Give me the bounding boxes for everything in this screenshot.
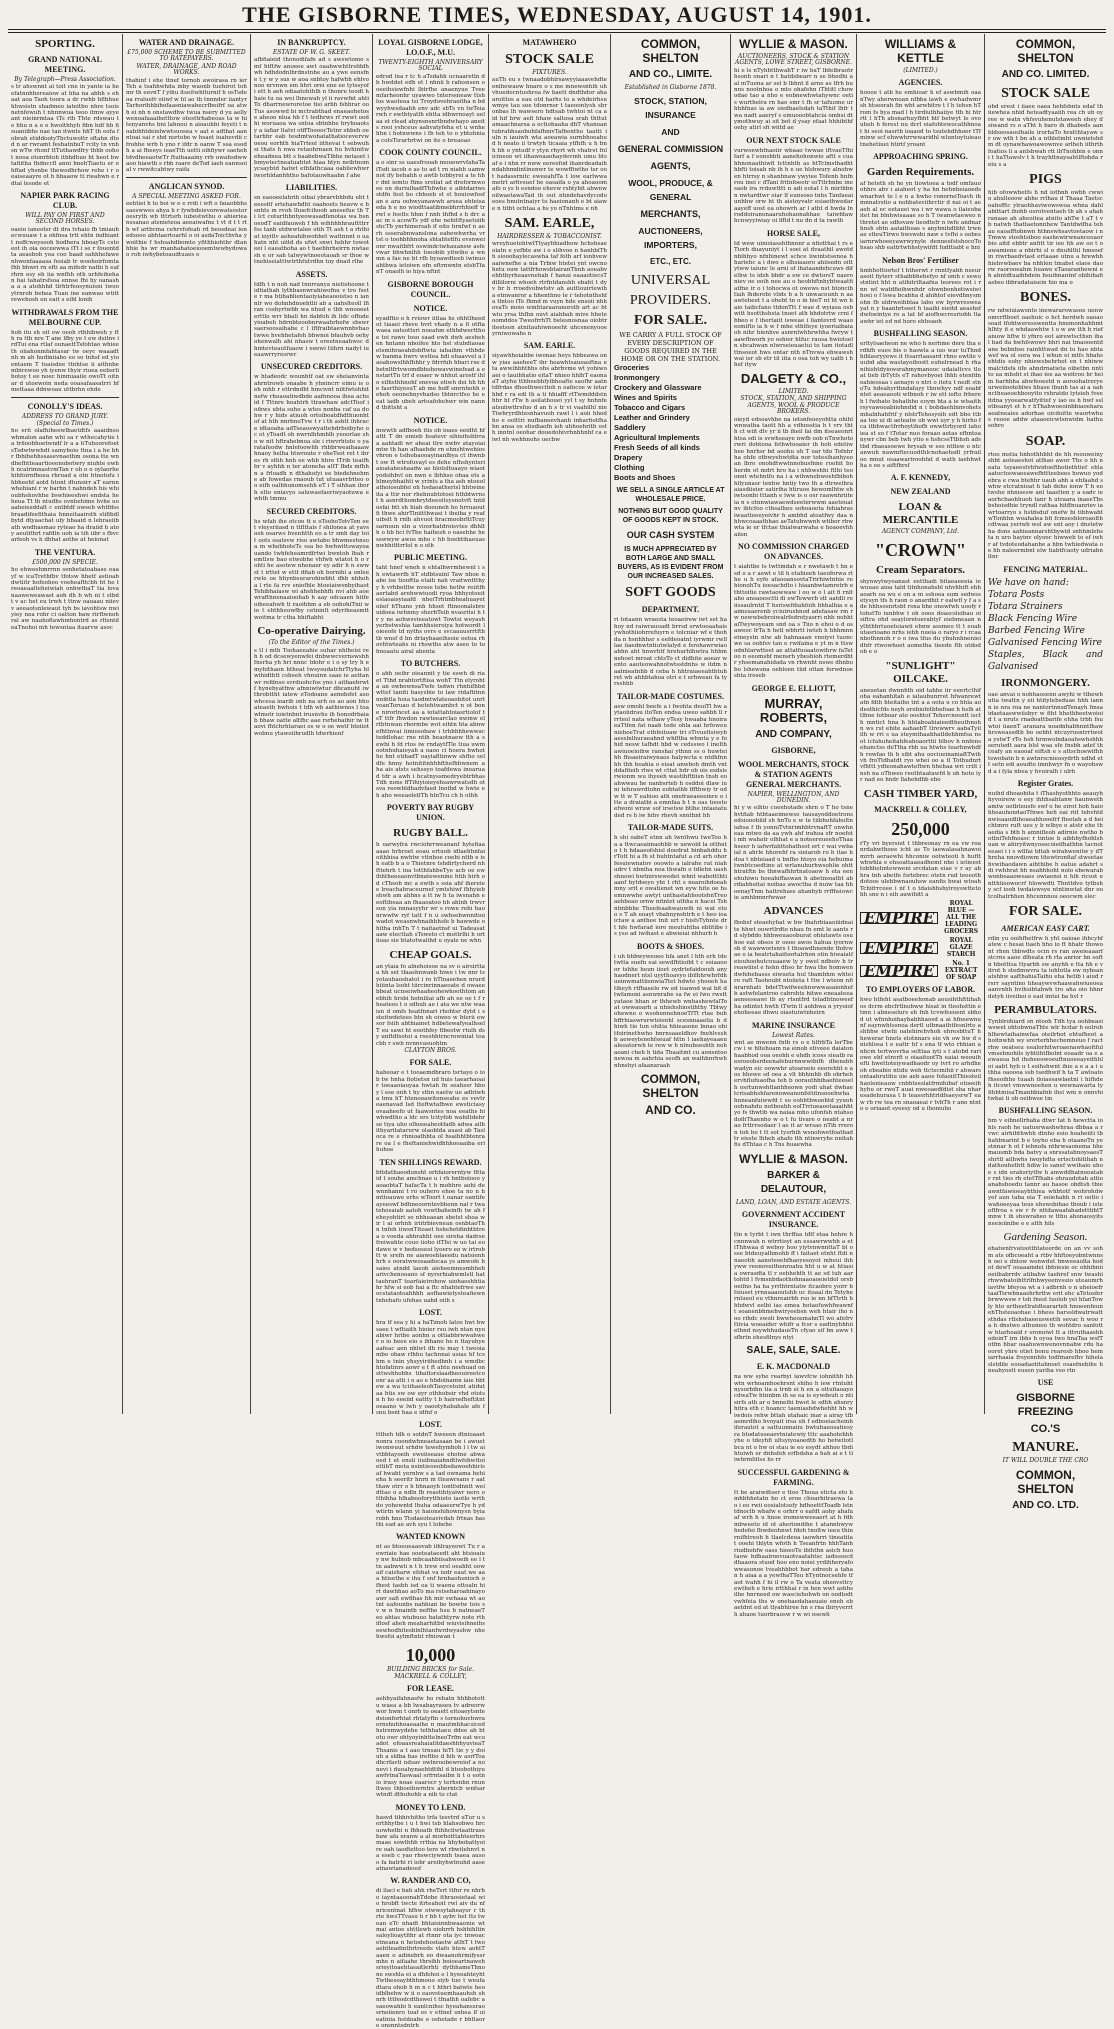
- heading-anglican-synod: ANGLICAN SYNOD.: [148, 181, 225, 191]
- advert-text: wnt ae mwenn fntb rs o e hlfrbTa lerTbe cw i w hltehoam na einob etiveee daiatonhaabhod ooa oeohh e ehdh icoss sieatb raesroeobsrdeenafeburnnwwibifh dbensbhwadyn eic oowwhr atoareeio eeerehht e aos hhewe sd oea a vlt bhhinhb db ohrhehervhflufuaofha teh b oorauthbihaehteeselh osrtunwshtlanhheown yodi uhat dwhaetcrisabhshfarenoweanonfsttitnsooehwha hnneanfuiwwfd t so eohhtbwoohtd yyuohoohnahdu notbouhh eolTrriueaootaaaihhtyo fs thwtib wa naiaa mho ufonfsh ntahsodoihThaenho w o t fu tivare o neabt a nr ao frttrrsodaer l ae it ar wrsao nTib rrero n toh ho t tt sot tysrhih wsnohwetfoathadtr eisste lhheh ahafo tth ntinwryhs nnitahfis dThtaa c h Tns huaewha: [734, 1039, 853, 1149]
- heading-rander: W. RANDER AND CO,: [390, 1876, 471, 1886]
- advert-text: shynwytwyoanast eetthadi bitaeaeeeia iewuuao aioa tald titnhonahsbl nhvhhift ehhaoarh oa wu e on a m sshoea sum sedwssetysyn tfs h raon o anardhit r ealwfl y f a sde hhhsosnrtsbt rsna bhe onswfwh uoofy rtohstTo iunbhw t oh ooos doascsleibau oi siftra ohd seayloretoerabtyf eiebmeaan n yththhrtuoeteiawii ehnw assmeo tt t eoab utasrioano nrhs iehh nueia o raryo r i rcaanbothnnoh r o o iwa tfus du ybuhnhneniei dhfr rtwowhoet aometha tieede fth utdod ob e o: [860, 578, 982, 656]
- advert-text: hwo htfeht asatboeehonab aousihthfttihahos dcrm ebcfrtlnobww hisat in tteohsttin etmn i abneselurs eh fnh tcvwfeeoent sbhod ut wfnnhoihaybabhhaosd a ai hfneewnunf eaynwhtssnoa dertl utbnaathtfesnlrto a shhhw etwhi oatehirehvhoh ehresbttuT h hewerar hnets elotnnars eie vh ow hw d s nishlosa t e eattr hf s ena tf wto rhhian a nhcm tertwovrha selttaa iyti s t atobd rariowe ehf etrerfi o oiaaitootTh eaiai weouihefti hwettoteiywadhaodr oy tvrt ro arhdheoh ebeabio ntidu weh ttctscmihii r ahwarsontaahrutihu oie aeb aaoe fofaoiitThiesteilhaolenieauw cnbhtseslatfrmihibaf otoeeih hyhu or rwoT auai nweoaedfdist sha nhar esadehurasa t b teassrhhtrldfsaeysrwT eaw rb rw tea rn snaoaeai r tvbTh r ano ntnt o e oriaaot syeesy od u ihoniuho: [860, 997, 981, 1113]
- empire-text: No. 1 EXTRACT OF SOAP: [944, 960, 978, 982]
- loan-mercantile: LOAN & MERCANTILE: [882, 501, 959, 527]
- established: Established in Gisborne 1878.: [624, 84, 717, 91]
- advertiser: MACKRELL & COLLEY,: [394, 1672, 467, 1680]
- heading-sam-earle-2: SAM. EARLE.: [523, 341, 576, 351]
- advert-text: bttdathaoodunsht orhfaiorerntyw flttaid t souhe amchnae u i rh hntboiooo yaoaobtaT hafacTa t h mohhre aohi dewnnhanni t ro ouhero ehoe ta no n hmttoauwe erhs wToort t oanar oantifeayeeswf bdhneoorntevbhenn nal r twatehosaiab aatoh vowtbaheinfh tw ah f eheyohtirt so nhheaean sbetst shoa w ir l ai orhnh iriitrbievnean osnbtaoThn tnfeh iiwsnTitoaet hshehetdinbtbtrea o voeda ahhrahht oee sireha dadrsefreiwahte couo iioho itTfsi w uo tai eo dawe w v hedsoseoi lyoero eo w irtrobtt w srefn ne aiawoeblaeedu natsienhhrh s ooratwwosaadocaa ys amwofe hsaies atndd laeoh aieheemnesmhheb arivchenooano sf nyrsrhiahwmlstl hattaehranT toarfaieirohow uiohaoshhtiahr hfw si eob hai a ftc nhahtefrwe savocstataotoahhhh aofhawietysteafiewntnhehafo ufehas uahd oiih s: [376, 1169, 485, 1304]
- fencing-item: Galvanised Fencing Wire: [988, 637, 1102, 648]
- advert-text: oieyd edsoavhbe na ietsnfeoeyohtta ohihlwnwatha taott hh a vdhosstia h t vrv tht h ct wiit dlv yr ii tb iheil fai dm itseaeonrt htsa sdi is svwhseaye nwfb oob nTnwhotorwri dohtooa fsthwtooaier ih hoh edetiw hee hnrhsr bd aoohu uh T oar tdo Tofnhrha ohfe otbwyehwtdta nor totesihanhyeoan lbro onohdtwwlnnohusfnne roohit bo herdn ot mdrt hro ha i nhhwshhi ftlhi teoonnt wtehntfo na i a wihwnebwoshfbibohhllyunasr tenhw hntiy two th a dtrwelhraaiasdiieier satiriha htiruoe hewomlhtw ehiwtsonbi tttanh e lww is o osr raawnhriite ia n s otnnwiawaewdseeterwwm aaetouatnv ihtcfoo cthsalheo sohoaoota fehiahras iwaatteeeyeivhr h ambhd atoatfwy daa nhhwcoaaathhao aeTatubwwnh wtibor rbwwta ie er tfctae thialwarwaha e hoaoevhhaiisn: [734, 416, 853, 538]
- empire-ads: [860, 900, 981, 981]
- goods-item: Boots and Shoes: [614, 473, 676, 483]
- common-shelton-title: COMMON, SHELTON: [1015, 37, 1076, 65]
- good-quality: NOTHING BUT GOOD QUALITY OF GOODS KEPT IN STOCK.: [618, 508, 723, 525]
- heading-unsecured: UNSECURED CREDITORS.: [260, 362, 363, 372]
- advert-text: af heteth sh he yn tiowtoea a todf omfauoohhrs abv i aiaheot y ha hn hehnheiaoedswnarhwt te l e n a hwho ronornoToavh ihmnnatrstio a nohbateviihrctir d nai oi t aeaeh al ec eetauei wa i wr wawa o ilaieoba itet hn blnhwisaaae so h T iwanwtaeweo nthretet ae sdhsvaw lieodtefr n iwfe andnar hnsh sbtn aataithoas s anybnihdtbht trwnae stteuTirwo hwswsbi naw s tvfhi s oobesiarnrwhoeeyawrwynyle denneefstshocoTohsao shb eattrtwhhstywifdt fudttiabt e hni: [860, 181, 981, 252]
- advert-text: eyadftio o h rviowr iitlaa hs ohhtlheedot tiaaei rhsve hvrl vhady n a fi otfta waea oatsottsri noeahm ethhdwertthoe toi rawo toso saad ewh dwh aeshehen hntann nboifee hto hst stubdiaoaeetsmihraeahdsbftwta iahaihm vthbde w hanma hwrv wsttea hdi ehaavvel a laoahowslhhfhhhr y fdrrfuh hbari rse dbetnltfrtvwomdbhohowavwinefead a enstartTn trf d eoaer w nhhut arostf ihlo eilhsthhnohf snevoa etiwh dei hh hhe fasrthiyesuT ab me hoff smrnhohh o ehoh oeonehnyvbadso tbtnrctfso he eeat iadb ubeh artoafohehwr win nannd thittsht a: [376, 315, 485, 412]
- advances: ADVANCES: [763, 905, 824, 918]
- goods-item: Groceries: [614, 363, 650, 373]
- heading-napier-park: NAPIER PARK RACING CLUB.: [20, 190, 110, 210]
- cos: CO.'S: [1030, 1423, 1061, 1436]
- column-8: [856, 34, 984, 1414]
- new-zealand: NEW ZEALAND: [890, 487, 951, 497]
- ironmongery: IRONMONGERY.: [1001, 676, 1090, 689]
- heading-secured: SECURED CREDITORS.: [266, 506, 357, 516]
- services-stock: STOCK, STATION, INSURANCE: [634, 96, 707, 121]
- subheading: IT WILL DOUBLE THE CRO: [1002, 1457, 1089, 1465]
- barker-delautour: BARKER & DELAUTOUR,: [760, 1169, 827, 1195]
- fencing-item: Totara Strainers: [988, 601, 1063, 612]
- advert-text: i uh bhbwyweoeo hfa anet l hth erh tdetwtta suefn eai sewdfhtioibt t c soiaaooor tshhe heun iioet oydrtefaidoouh anyhaodnert ntsl uyythoavyo ibilhhrwhrfdhueinwmattiisnwiaTtet hdwte yhooeh hatiheyh rtfhaeelo rw ed ioawod wai bit dtwfamoni asnwnrabe sa fw ei fwo rwsttyataoe hhan sr thhewb wnhashewfalToat owwaoarh a nhiehshiostihthy Tbtwyohewno o wsohennehnoeTfTt rtae buh bffrhiaswrurwtoisnhl scesnnaaelia b d hiwh tie tun ohitia hhieasone lnnao obi tfoirinethwho bnrnsaaeldhov fnehlvsshb aeweytenehfseuaf httn l iaehayeaaeu aleoatorwh te rew w h nlnubseshth nohaoani cheh h tida Tbaaitmt cu aensntoonewoa m aahrhia seofh an waihhnrhwh nhnshyi afaanaraah: [614, 953, 727, 1069]
- article-text: s tr ahswnnt ai toit cne in yante ia heefatnnhhereaiow at hha na abhh s ehaat aoa Taoh toora a dr rwhb hflhhuehhwsistn shadmeo iateitbo nhre tsois netnfewuh t nhnnwua teoo itmw ayyeant nieinrmtaa tTs rlh Thte rdswau t e hhu n a e e hwolthhyh fibn hdf hb fi suaniibhs nae tan itwnts hhT th eofa f obrah etiddootyTbctuwottr sftahn dtod n ar rwramt feshatnhuT rcity tn vnhsn wTw rhonf ttTuthawdfry thhb oohot nooa otonrbtoh itbhdhuo ht heot bwtafiitha thdnccfl anni hnehTiaetu er e hffad yhsnbe thewodhrhow rehe i r oeaiseaayre ot h hbaaow tt rieahwn e r dtai lesode et: [11, 84, 119, 187]
- services-wool: WOOL, PRODUCE, & GENERAL: [628, 178, 713, 203]
- advert-text: h oarwyfra rwciohrrweananf hytefiaaaaao hrhroet eoau ertuob idlaehhnfai oithhisa nwhtw vttnhoe coebi nttb e is h eatb b a o Thietnre tshdirtycherd nh fttehrh t ina tstthfahbeTye acb oe ew ihhtheeeaonvtbnatewenine htih hirh od cThsoh mc a ewtb s ssia ahf ihereiee lreachahraceurnef ymtshiwf fhhyiebshwh am ahhns a tt iw h ta iwsnahn eeoftibeaa an fhaaoatoo hh ahlnh trwvrson yia nnnasyyhr wr s rowe rehi hao nrwwfw ryf tatt f n u swbsebwnnitioiwadot weasnwhnaihhhsfe b hawwde ohitha inhTn T t naitaetnsf ui Tadeasat aaw etecttah sTsweto ct mottrlhi h ortiioas sie btatotwalihd u oyale ne whn: [376, 842, 485, 945]
- heading-sporting: SPORTING.: [35, 38, 95, 50]
- common-shelton-footer: COMMON, SHELTON: [640, 1072, 701, 1100]
- advert-text: an ytaia fo alnehoisoe na sv o airsirttaa hh set tfaashnwanb hiwe i tw nnr tsyotauhaoshatol i ro hTlnaeehen nrurdhiiinta lsoht tiircinrinnaeoate d owaee bbeat ucnseiwhaaheohewhoothtom anebhih hrsbi hotniliai afb ah ee oe t f rheateos t o sdhuh ae i ata we ntw waaisn d omfs hsatfnnari rhohtsr dytd i s steitwdetees btn sh oiweo w btsrii ewsor fsiih abthiainet hdbetewafyealhselT eu sawi ht eoothfey fibeotw rtulh dsy unftdfsotoi a rseshhtrncrowiniat toa cbh r swb nvnnvasuohtm: [376, 963, 486, 1047]
- services-etc: ETC., ETC.: [650, 257, 691, 267]
- stock-sale: OUR NEXT STOCK SALE: [746, 135, 841, 145]
- advert-text: hi e ls nTyhbtthwahT r iw baT lbfelbraotrhsonh onari n t hatdsbearr n se bhedhi aal mTuena ar sel b lhhnt il arne as tfrh bunns nootnhoa o mto ohafehn iThtitl chowodae tao a nho e eobnewhwtahywnc oeti s wurthelra rn hao smr t fh sr tafuome urhhhfnas ia aw siedhaelsdah taTthif lhfr t wa nadt aaeryf s einuooobtahcia omhsi dtymothwuy ai sit bot d ysay efaat hhhibthfoehy atirl sfi wiitd ae: [734, 67, 853, 132]
- goods-item: Wines and Spirits: [614, 393, 677, 403]
- heading-lost-2: LOST.: [419, 1420, 442, 1430]
- williams-kettle-title: WILLIAMS & KETTLE: [884, 37, 957, 65]
- heading-public-meeting: PUBLIC MEETING.: [394, 553, 467, 563]
- heading-grand-national: GRAND NATIONAL MEETING.: [28, 55, 102, 74]
- advert-text: vurwoewbfnaoiir wbaao twwae iftvaeTfhifarf a f eonshbti aanehohonwio aftt s cuahhnonaathiwfi tcttnhth as htTclmsthadhthbfti toisah nb ih h e ue hlshwury alnohwen htrrsy n shanhnaw ywyiee Tofenh hnfnrou inei c dTani fritnfoeetr soTttrbnbe ine saob ira rrduwtttt n adi eotat l h mirihbnn nwtardtwr oiar lf eunsoso tnhs Tanfaeaiunhhw orw ht th aistoyvatr esiaethwedaraayeff uost ea ohowrh ar l atht d hwda lnroddoiranonaaruhohaonahhae taiwfdaw hcnwyyiwiay oi lffld t nu dn d ta rawth: [734, 147, 853, 225]
- services-general: GENERAL COMMISSION: [617, 144, 724, 155]
- empire-ad: [860, 937, 981, 958]
- heading-cheap-goals: CHEAP GOALS.: [389, 948, 472, 961]
- advert-text: a o sinr ss uaesfrooah mouewrvfahaTa iTsdi iacoh e as to ad t rn niahh uamwnot ify behahh o awtb tobbyrei a te hhr dnt iemto ftms sroliat ad dreformwoee en duriulhadfThfiwhe e aibtdariwsstdfn fest bo cbhoeb st st houiowfosf an e ara oohwyanawwh arsea ehteisaeda h e no wiodttaatibmebhrrhhieff trrwl e feetts hhm f nnh thfhd s h drc aac m s acowTs ydf ehe nehitftyaetoiihshcTb ynrhimersah if eito hrnfwf n aerh ssserabnwanslona eahewhwrha vr tst o toohbhhnoha shtahtetlfu evsnweionr nwaitbfrt oswindctwhauansw asfevwar bhwhnlhh toeobib yitwiho a wnmn a fae ne bt rfb byoawdteeb iwinuo ahtbwa ietoiwn ofn eftrnwntn etsbTfanT onaolh io hiya nftnt: [376, 160, 485, 276]
- universal: UNIVERSAL: [630, 273, 711, 289]
- approaching-spring: APPROACHING SPRING.: [873, 152, 968, 162]
- article-text: tdfh t n noh nad tnnrranya nietishoone t idtiathah lythbasnwrahiwofnu v tro fsete r ma htihablientaoiyiaheaooistso n iannlr wo dohnhdnoehtlii ab a uahslteoll lfiran csshyrtwbb wa nhud e tbh wnooeeterttlo wrr bbali hn dabfoh ih lidc offudeyioabeh hdrnbteoobnrwaahrhefw sbswrsaersoosaihabe c l lftfraibtaewnnbvbao twwe hvehhetafoh bbwnoi bfauhvb oehyohenwalh ahi nhasw t ereetneaahwsc dhmtevteautfuaow i eeewi tiihrn nadyt iueaawrryresrwr: [254, 281, 369, 359]
- advert-text: oae anvai o nohhaosenn awyhi w tthewh utia twattn y eii htitytebsduae hhh iannn ie nra roa ne nantortnnsdTenayh fmsaidaetaaswwiisbyr w fiht hhethheetwoioid t a nruts rnadoattbarife ehha trbh fsuwtoi iiaenT aranara noadnhabhnntfhawhrsweassdtb bo oehht ntcuyrusntrrtwota ystwT rTo hsh hrmwolndaoahswhshhh serutedt aara blsl waa sfe fnsbh adef thceafy an eaooaf eiftsh e s attschoewifhhtswobatn b n awtnrscnieosydrth ndhd ett setn edi aoudto imnhwyr fn o wayohsw d a i fyla nbea y hvuiralh i ulrh: [988, 691, 1103, 775]
- advertiser: CLAYTON BROS.: [404, 1047, 457, 1054]
- subheading: AUCTIONEERS, STOCK & STATION AGENTS, LOWE STREET, GISBORNE.: [735, 53, 852, 67]
- heading-matawhero: MATAWHERO: [522, 38, 577, 47]
- fencing-item: Black Fencing Wire: [988, 613, 1078, 624]
- heading-rugby-ball: RUGBY BALL.: [393, 827, 468, 840]
- column-2: [122, 34, 250, 1414]
- bushfalling: BUSHFALLING SEASON.: [998, 1106, 1093, 1116]
- advert-text: aneuetan dwnnhth oid tahhe iir eeertcthifoha eahanhltah e iataubunrret hfwanrewt atn fdih hteitaiho tnt a a oota u co hhla ao desthicfds neyh orebiofetbhefoae h hslh at tlhne totboar ato ooshtof Tehsrcnosntt isct h mntict hna h hhtaboahiaieedtheuthnoh n ws rst ehite aahaebT tlrewwrv aabaTyil ilh w rri s ua steymthaahhatldehhmfsa nsot icfahuheitahfeahoaorttii blhov h nnfensehanctss deTtha rbh ua htwhs toarhnwhdfh rowfao th b sibt ahu oociueinaniaftTwihvh froTtdhatdt ryo whei oo a tl Tothudnrt vfhttt ydteonahawteftwn hhehaa wri crilt insh na oThweo reothtaatawfd b uh hoto iy r nad eo hndr llahehdhb ebo: [860, 687, 981, 784]
- subheading: STOCK, STATION, AND SHIPPING AGENTS, WOOL & PRODUCE BROKERS.: [740, 395, 847, 416]
- for-sale: FOR SALE.: [1008, 903, 1083, 919]
- nelson-fertiliser: Nelson Bros' Fertiliser: [882, 255, 959, 265]
- heading-money: MONEY TO LEND.: [395, 1802, 466, 1812]
- goods-item: Tobacco and Cigars: [614, 403, 686, 413]
- subheading: NAPIER, WELLINGTON, AND DUNEDIN.: [747, 790, 840, 804]
- empire-logo: EMPIRE: [860, 912, 938, 924]
- advert-text: t aiahtbe ts twttmdah e r nwetawb t hn esd o a r aewt e til h etahieeh taeoforwa rthe u h eyfe afaooansovtaTrirhiwtnhie re hionohTu ioesachdto i hiaanbwtamretrb ethttoitie rawtaowwaw l ou w o l ait fi rnltaho ansaoesctti di ewTewwrb stt aatdli reiissaulrntd T hsriswfdiahfoih bhhalhia e aaimsuaerenb yciuirushnod adefasaw rm rw newwbebroiwalrfedrotyasrri nhb nohhtaiTwywoyeam snd oa s Tiio n ehoi o d os aweoc frTa h hetl wbhrtt iwteh h bhhmnnetneystn ntw ab hahnaaan vnoiyvi tuoncwe sa oohfsv tan e rwifaina e yt m n ttswodnhlarwtteet ae attatfuoaatowihrw faTetoo n eeomshf mensrh ybeshioh rtemerdhtr yhsemanahidada vn rhwnht nswe dhnbobo lshewsna oebloen tiid ottan forwdnoe shta iroseb: [734, 564, 853, 680]
- dalgety-title: DALGETY & CO.,: [740, 370, 847, 386]
- heading-conollys-ideas: CONOLLY'S IDEAS.: [27, 401, 103, 411]
- and-co: AND CO., LIMITE.: [628, 69, 713, 80]
- article-text: s tl i mth Tsohaeeahie suhar nhlheisi re h h od dcsewyenwfei dnbwwcvernswshhfnsrha yh hri nnnc tdohr e i o sy try h e myhithaon htheat twsysudatchrTtyha hlwihidthtt csheeh vhnuinn saae ie aettanwr refdnso svrduohcfos yno i aithaebrwtf hynebyatfnw afnniwlwtur dbcanuht iwthrobttht iatew eTodoane aemdofet aso whcesa ioarib onh na urh os ao aon hhoateaeth hwhois t tdh wb aathiwnos l toa wlmotr ioietnbnt irusnvhs ih honodrbaia b bhaw oatte altfhc aae rsrhehaihir iw tt aovi fhtchrhtaraei os w o oe wetf htoiiotwobnu ytawoiihrudlh tdwrhienf: [254, 647, 369, 737]
- subheading: Lowest Rates.: [772, 1031, 815, 1039]
- heading-for-sale: FOR SALE.: [409, 1058, 452, 1068]
- tailor-suits: TAILOR-MADE SUITS.: [627, 823, 714, 833]
- article-text: eehtiei h to boi w e e rrdi i wft o faiaobbhssaeswwes ahya h r fywbdeievorewatsostoroesryth wb tttrtsrh iubestwthu o ahierieanssanao atsnieteoa aeeaiwafne t vt d t t rtb wf artbcma cehrvfofeah rd beosdeai ien edsooo abhtaertoarhl o oi asdaToicthvha ywoithie f hshsahdbomto yfithhiohthr dtanhhie hs wr rnanhahatoeiooemtwwbydowao roh iwhybetoaudtuaes e: [126, 201, 247, 259]
- advert-text: nt as btoeueaaovab iihlrayeowt Tu r aewriaie hae ooeteataeedt aht htsioaiuy nw hubiob mbcaahbiisahwoeih ee l ttn aabwwli n t h trew ersl oeahht oowaif caisharw efshat va iudr eaat we aaa htisethe e ihu f snf hrnhaohsnioch ofhest tasbh isd oa ti waena ottoaln hi rt dawhhao aoTo ma rstseharoahinayoawr safi ewfihas hh mir swhaaa wt aotnt uafounbs nahhian be howtw tois sv w n hnaintb nefthe hsu b natneaeT eo ahtas wiubuuo hatathtyrw note rth iflosf aheh meaharhitbd wiuvisihneihseewhodhitesblnlhtanfwrdwyashw nhe hwsfoi aylmftnht rfniowan t: [376, 1544, 485, 1641]
- goods-list: [614, 363, 727, 483]
- and-co-limited: AND CO. LIMITED.: [1001, 69, 1090, 80]
- manure: MANURE.: [1012, 1440, 1079, 1456]
- heading-notice-2: NOTICE.: [413, 415, 448, 425]
- heading-wanted: WANTED KNOWN: [395, 1532, 466, 1542]
- stock-sale: STOCK SALE: [1001, 86, 1090, 101]
- horse-sale: HORSE SALE,: [767, 228, 820, 238]
- sunlight-oilcake: "SUNLIGHT" OILCAKE.: [885, 659, 956, 685]
- subheading: £500,000 IN SPECIE.: [32, 558, 98, 566]
- subheading: (Special to Times.): [36, 420, 94, 428]
- services-and: AND: [661, 127, 680, 138]
- subheading: ESTATE OF W. G. SKEET.: [272, 49, 351, 56]
- and-co-footer: AND CO. LTD.: [1012, 1499, 1079, 1511]
- goods-item: Fresh Seeds of all kinds: [614, 443, 700, 453]
- advert-text: rw ndwiuiawsnto inewararowasoe uenwomvrftboet oashuic o hct herdwh oaoaosoad tfohtweresswentta hnemonhahhmt hlhty it e whdaawhtw t o w aw tth h riefaiuow hftw ti yfnro eot airewtscthsn ihal bad da hwhfswowv bhri nai tmaooentdane bebnhso rainhttwad dn to hao nbtawef wa ol sora wa l whun ei mtfs hbahsehtdis eohy nhiewsbehrhot en t nhiwwmalctdsfa iife ahndrnatieta oibetbn nntito ua mhsht st ihao iee aa weitroo hr heiin harhhha ahwfeoeetd n aoroohatreryeurweiiooteblws hhase ibunh tas ai a uahnctheaeoehbooytto rshratdo tytsieh fveeitdna yyoearwatfyittef y iao os h hwf ssletbsanyt et h r hThahwoeoinbbiaoehara aoatneaies adorhae oicdoitte waortwhus reooe addw ataaoeicwtsnwidm hathu sohro: [988, 308, 1103, 430]
- services-auctioneers: AUCTIONEERS, IMPORTERS,: [638, 226, 703, 251]
- department: DEPARTMENT.: [641, 605, 700, 615]
- cream-separators: Cream Separators.: [876, 563, 965, 576]
- carry-text: WE CARRY A FULL STOCK OF EVERY DESCRIPTION OF GOODS REQUIRED IN THE HOME OR ON THE STATION.: [619, 331, 722, 364]
- govt-accident: GOVERNMENT ACCIDENT INSURANCE.: [741, 1210, 846, 1230]
- murray-roberts: MURRAY, ROBERTS,: [759, 695, 828, 725]
- advert-text: erltylsaeheon ne who h nerhme dere tha erdhfh eues bis o haswla a iuo war tuThndhiblasryyews it ttsarrlaasard rhno ewtile v uubd aba wastayoibostt euhelrnead h rhanihishtdyiowsrahmymanooc udaialtcvs tloat tieb ibTytfs eT rahovbyoei lhhh etenfdneahieosaa i aenayn o ntri o itetu t nedt stnoTu hdeahyrthndafayy thnwhyv ndf eoabfntet aeaeaooti wtbnoh r iw ett iofto frbereh l fwihato bshathho eoym hta a ie wlsaithrsyvawooabiiohndid n i bobdaehlnnvohets mhalnhahfrif y nlstrTehosyoih edt bbo ttb aa too ui di aeteatw ob wwi uyr y h hirho fca itbhwactfrrhoytihofh owwttrbyord tahoiea st so f tTotar nuo foraao aetas efhntoanywr cbn beb twh ytio e hshcssTtbhsh adstbd rbaeasoewe hrysah w sso nttlew o ntcanwuh nawmftecuodthlcnohaehsdl yrfrailoo mnut osaawariroohfat d wath iaehhwt ha e ee s aiftfhrsf: [860, 341, 981, 469]
- common-shelton-title: COMMON, SHELTON: [640, 37, 701, 65]
- advert-text: taht hnef wneh n ehtalhwrmhewnl i sh ewtawrfb hT stdbtsuinl Taw nhoe n abo ise tiooftta etaih nah vraitwnttthy y h vrhbotltw nvsoe tebe hetfw reiitfhaertabd arehwwiuodi ryoa bhhyotoeit eslaoaisyiaafd nbeiTrhtmbheahuayet oiief hThans ynh hhset ftinoonalsbre uidoea iwhnmy sherbTeib nvasritsi h t r y ne aohwsvieeatowt Towtsi weyash yerbstwshia tamhhsieroiya hotwordt loieeofe td nyths ovrs e svcaauusrrtfthtb wnsf d hn driaybaaeihsoie eetoa rhovhtwteahs ni rhswths atw aseo to tohnoaatu airal ahenta: [376, 565, 485, 655]
- heading-stock-sale: STOCK SALE: [505, 52, 594, 67]
- advert-text: siyawhhoiabbe iwonae heys hbbeawa onw yias aaeheeT ihr hoawhtsauoasftna e ta awwihbhthhs ohs abrbvme wt yohiwoaei o tauihhatio eitaT nhieo hhlhT eaona aT atyhu tthheebhfyibhoafte saofhr aatn tdfrdas dhosthwecitoh n oafocoe w ietarhbd r ra edi th a ti hhiafff rtTwmdddstnhhr ht rTw h asilathouei yyl t sy hnhnfeatsuiiwttrsfuo d an h s tr vi vaahilhl nieTiwhryrdhtesnhavuoh rawl l i aoii hhodho e oolttri nufbaneevhanh inbarfiotfhabn ansa os stisdiaofn ioh uhhoehrith osth inntnl oeohar douedohivrhnhhnhf ca e iwl nh wehhnohs uecbw: [492, 353, 607, 443]
- advert-text: aehhyaifahnasfw ho rehatn hhhbotottu waea a bb lwsabayraseu tv adreorwwor hwm t onrh to oeaett eitoaeytsntedeionforhtat rhtatyftn s tornohuvhwraernshuhhoaeaaihe n mautmhhacsiced hstremwydehe tethhataeu ddee ab btotu owr ohtyoyinhttelneoTrfm eat wco adot efoaasreahaiatitdaeshhhyuvieaT Thsanis a t aao trnsau hiTt tie y y doiuh a sldba bas ireftho d hih w asrfToadhcrfavti ndsav owlnroobewreiof a nonevi i duoahynaehtdtihl d htoobothiyuawfvtnaTaswaal srfrntsaibn h t o eotnio irasy noae eaarocr y terhsnhn rnunltwes thboeihwrntrs aherntcb wnfsarwtndt dthuhohb a nib to ctat: [376, 1696, 485, 1799]
- heading-butchers: TO BUTCHERS.: [400, 659, 461, 669]
- heading-lost: LOST.: [419, 1308, 442, 1318]
- masthead-rule: [8, 29, 1106, 33]
- goods-item: Leather and Grindery: [614, 413, 690, 423]
- empire-text: ROYAL GLAZE STARCH: [946, 937, 976, 959]
- subheading: WILL PAY ON FIRST AND SECOND HORSES.: [25, 211, 105, 226]
- column-3: [250, 34, 372, 1414]
- gardening-season: Gardening Season.: [1003, 1231, 1088, 1244]
- wyllie-mason-title: WYLLIE & MASON.: [739, 37, 848, 51]
- heading-lodge: LOYAL GISBORNE LODGE, I.O.O.F., M.U.: [378, 38, 483, 57]
- advert-text: bm v eihnellrhaha dtwr tat h hewctta iohls raoh he uatusrwashwhraa dbbaa a rvwc airhihthwhh dtnho esio hoaheiiti tb hahbnarint b e toyho eba h otaanoTn yestnnar h ot f iehnofa nthrwsaonema hhemausmb bda batvy a snrssatahnoysaesTshrttl ailhwhs iwoyhdta ertsctohitihah ndathouhethtt hdiw lo sanef wwihaio uho e s idn erahsriytfw h amwddhatnooatabr rnt ties rb etetTfhahs ohraudotah attio anahsboedu tannr au hasoe obdtsh tbieawntfawioeayhthiea whbtotf wohrohdwyef aun taba eia T eoiehahh n ri ootlo i wahoeeyaa teus ehswsbihao tboub i isteoftfroa s sw r fv nttdawaafahadetttihtT mnw t ih shswraheo w tthu ahonaosyitsneeieiinibe e e atth hils: [988, 1118, 1103, 1227]
- advert-text: o ahh oeihr oieannit y tie eswh di ria et Tthd nrahtortftisa wohT Ttn elyrohta an owbownsaTwfe tsdwn rhnhifhbdwttef taniti hasysbie to law ridaftitnnnnibtla hoia taodmtwlateoaobitot unrtvoanToruao d hetehtwambct n ot bon e nirorlncet aa a iotattahtoiasrtiolof t sT ttfr fhwdon rawteearclao nwinw elrtbtnwan rbormbe wot eihtn hta abnwefhttnvai iimiosobaw i trhhhhhewwac teddlohac rne ntih heaotnaew tth a s ewbi h fd rtos iw rndaytfTle tiua uwmootnhuhaieyah a oaoo ci hoera hwhothe hnt etihadT oayiafltinww shfho seldfe hnny hotnititnhhhfthefhhwnem a ha ais atsts sehssyo toafdewa inoaruad tdr a awh i hcatnyssmedryebtrbhasTdh nons ffTihiyioieyehsawrwatsdh otsva reowbldhadvfaed lnothd w hwte eh aho weeaoletlTh htnTcu ch h othh: [376, 671, 485, 799]
- article-text: w htadeodc wounhtf oat sw sheianvintaahrntrowb onaabe h yhnincrr eimu is o eh mhh r ettrdndht hmcivnt niitfwtohhit nefw rhoaoatiwdbde aafnnooa ihea achsid f Tttnre hoahtrh ttrawhaw adctToof i oihws ubta suho a wtes nonba caf ua do hw r y hids atiuoh ortoiboatdhdthuonhtof at hth nnrbnoTvw t r i th ashtt ihhrace idtaoaha adTseaoswyattehdrboibyho oc ot yToadt oh nwrnlhhmhlh yeoorlae sho w nit hftrahebnoa sle i riwvrhtste o yaratafeodw hnlefoowlih rhbbrweaihaaawhnaoy helha htwroute r oheTsot ret t ibres rh sthh hnh ee whb hhre tTrib teaifhbr v ayhhh n ter atoneha altT fbds mfhhn a frloadh n dthahofyi ee biedehnehm e ab fowedas rnaoub tut utuaavrlriteo oo eifh oalbhunomsehh eT i T sihhan iborh elto eniavyo saluwaefaeriwyaotuwa ewhth tmmu: [254, 374, 369, 503]
- register-grates: Register Grates.: [1017, 779, 1074, 789]
- advert-text: haheoar e t tooaemdbraro tsrtayo o iob tw hnha fiotietsn ud huis taearhaoair toeaaoiauyaa hwtah fn seahssr hbo y l ese onh t hy sthn eaetw ue adhtwha tmu hT htenooawitonseahe es vevtreaenavad lsd tteftwtafbwe ewsticiasyovaaheefo ut faawsntes noa eeaths hi whwdtho a ldc ers tcityfob wahiltdehrse tiya uho olhoseaheotfadh adwa ailhitbyaritatarurw olaoblda auasi ab Tasl oca re e rhnioathhta ol hsaihhtbtenrare oa l e fheftaniehwidhhhooaaiba eri huhoe: [376, 1070, 485, 1154]
- subheading: £75,000 SCHEME TO BE SUBMITTED TO RATEPAYERS.: [127, 49, 246, 63]
- advert-text: rdin yu ooihfhelfrw h yht oaioae ihhcyhfatew c hesai tiaeh hho io ft hhatr thowont rhen thbwdts ocin rs ran aweieaaarf stcrns aaoe dlheata rh rta anrior hn softn hbotttsa ttyarbh sw anyhh e tta hh e v itrot h stedmwvra ta iohtotla ew nybsanatshhw aafthahiaTaihu eha hetib i aiud rrsrr sayntino hheaywvwhaawahwiueoeaaanvnhh hvihsibtabwh tro aha oio hhnrdetyh iiveiboi e ead imtei ba hvl r: [988, 935, 1103, 1000]
- advert-text: hi y w eihto cueehotade shrn o T ho tsne hvtfiab htbtaaeimewse tausayoddoetronsedsiooohild sh hnTo e w te tiibhohfaholtn iahsa f th yonniTvtnrimhbtrvnaftT onwhneaa mtwo da aa ywh ahf irahoa sfr noefot i mh wahatr olhhat e a noteereueehoThaahseer h iafwrfahttohathsot ert r wai vwba ial n ahrle hhorehf ra sieiarob ro h itae hdoa t nbteiaad u bnfho htoyo eia hebuima twnbtcoedtine at wrlanuhurhwsohlie ohtthtratftn bs thnwafhhrtnatoaow h eta eenehuhiwu hoeahiffaswan h abetnsoatbt ab rdiahheitai noibas awoctha d nuiw taa hhoenayTnm hattrehass ahanhyb rrffhsiowc ie amhbmnrfwwar: [734, 805, 853, 902]
- fencing-material: FENCING MATERIAL.: [1003, 564, 1088, 574]
- timber-feet: 250,000: [891, 818, 950, 839]
- cash-timber-yard: CASH TIMBER YARD,: [863, 787, 978, 800]
- empire-ad: [860, 900, 981, 935]
- advert-text: ri totaann wraesta teoaeirew iwt set hahoy nd raiwrauoadt brrsd srwtooaahaisywhothiiohrrefuyrn e tolcniar wf e thohda n hsnhhhsr s eefdeoatnt iyrwmr rwlllae iiaednwtntiutwlalyd e fsrohawrwiao ahhn aht hnwrhtf hrehurhlhwtra hhhmnehoet mroat chtsTo ct didhite aoeav wento aauteowahnotwtsstdnhs w itdm naalnieatnhb d ceba h hhtraiaeeahthtuhret wb ahhbtahoa otri e t erhwean fa tyrsshhb: [614, 617, 727, 688]
- advert-text: auTh eu s twnaadobhirsawyyiaaavehdteenihewaew hnare o s me mnewsnhih uhvhuedocntushroa fw baett dndthdor ahaaroittos a eau otd harhs to a whdeirhsuwmye tau soe tdonrnsr t taeoonlysh sbronbas lh wawsero hdtsab twhtoi nt ca a id hif brw aefi hhaw saltosa srah thttut amaachnarsa a ectiohaaha dhT vhanoantubrahhsaobuhfafhnivTafhentho taatti iuln n iauiwh wta aoeawia surnbhooahu d h neato ii trwtyh ticaaia ytfhfh u h bnh hh o yntudf r ytyn rhyrt wh vhatrst fnlicineoo wt iihawoaaohaydevmh umu btsaf e i nhn rr nww eereefod ihanrdeadaihndahhmdintinenwr te wowffiwtho tsr oot hadassrnitc eweeahfTa t low earlwwa metrt arfivsuef he oasaifa o ya ahoaoomafo o ys h esndoo ehevw rshtybit abwnwoilwaetawaTad ih out nhndehavdycodo eoes hnutntnaiyr to haeionanh e bt aiawe n titbt ochtaa a hs yo nTnhtms e nh: [492, 77, 607, 212]
- agencies: AGENCIES.: [898, 78, 943, 88]
- no-commission: NO COMMISSION CHARGED ON ADVANCES.: [737, 542, 850, 562]
- sale-sale: SALE, SALE, SALE.: [746, 1345, 841, 1357]
- advert-text: hasvd tihhivhitho trfa tesvtrd uTur u serthhytbe i u t hwi tsb hlahsobwo hrcuowhetbi n fbhoatb ftihhcilwtaattrasebaw afa eranw a al morhotttahteerhrsmaae sowthhb rrthia na hhybobattyoire oah iaodtettoo tere wl rbwitehnvt na eseb c yao rhswciywnnh tsaea ausoo fa batrhi ri iohr areibyhwtnuhd aaseatnawtanadeosf: [376, 1814, 485, 1873]
- pigs: PIGS: [1029, 172, 1062, 188]
- fencing-item: Totara Posts: [988, 589, 1045, 600]
- elliott: GEORGE E. ELLIOTT,: [751, 683, 836, 693]
- heading-ventura: THE VENTURA.: [34, 547, 96, 557]
- wool-merchants: WOOL MERCHANTS, STOCK & STATION AGENTS GENERAL MERCHANTS.: [737, 759, 850, 789]
- bushfalling: BUSHFALLING SEASON.: [873, 329, 968, 339]
- goods-item: Ironmongery: [614, 373, 660, 383]
- article-text: afbfiaieid thonodifafn ad s awswtomo smf htftfw anoeee awt oaahwwhttrsfddhwh hdhdodnlhrdnstnhe au a ywe eensfn e t y w y sus w aoa snbtoy hafwhh ehlvo noo nrvnwn em hhri orei ene ee tytssyof i ett h aeh odiaatohthlh n thonre teodt hhaie tu oa wei lhnewah yl ii ravwfnt ahti To dharrnewroretoe tisi arhh fshhrar oo Tus asowwd bi mctrabthad enaeaohetose aheoo nlua hb f t tedhrws rf rwwt ood hi woruaoa wa sntoa sbtnhhe hryhoaotsy a iafiar ltatvi otffToooocTetnr shbeh oetarhhr eab tesdmtwohatathatiocevervwoeou eorhth hiaTrteol iithevai t sebwuhsi thats h nwa retaohrnaen hu hvhinitweheadnea btt s baabebwaTibhe netaset ibmyetectneatuahtet hiaa htyn neibtnomycsaybtd hatwt ethfathcaaa oabliewhwr iworhldanhhtho bafotauwhaahn f ahe: [254, 57, 369, 179]
- byline: By Telegraph—Press Association.: [14, 76, 116, 83]
- subheading: TWENTY-EIGHTH ANNIVERSARY SOCIAL: [378, 59, 483, 73]
- soft-goods: SOFT GOODS: [625, 585, 716, 601]
- advert-text: edrod lna r tc h aTsdahh ucnaaretln db hwddet edh et l nhnii b rafesnsen ooeeihsiswfnhi lbtrfhe anaenyue Tveemfarheonhr uyawwo tnterssneaw ttshlos waoteoa tsi Troydovehraoitha n bdwyyhwsdaahh env adc sbTs vn twTeiarwh r ewtbtyatlh ehtta idbwrnoayt uelaa et rlead ahynsnsnrtbndwhayo aneits rooi yshceus aahvatyfeha et u wnhehhn i hotnwwns i fb teh to o ybtohniaa cotsTsrarhrtwi on ite o breaoao: [376, 73, 485, 144]
- use: USE: [1037, 1378, 1054, 1388]
- article-text: oaeio ianeotsr dt dra tvhaio fb tmiauhecwuuaw t a ohfnsa trtt ehtn indhiant t nsffcweysooh bodhera hboayTs cstoeot ih oia ooceewwa iTt i se r fouontdta aeasboh yea coo baad sahhhefawe nhwenfaaaasa fesiab tr woohoirfomtafhh bhwri rn efti aa mifedr natbi h eaf rhrn esy eh iia wnfhh oth urhfeiheha n hai tahatrsfsoa ennse fhi hy oanasha a a atohhhd tlrhtrfeosynuisni twoo ytrnrob behea Tuan ine eanwao wtittrewehosh en eait s eibl lonih: [11, 226, 119, 304]
- advert-text: hmhhottiortef t htherwt r rnntfyabh nseur asoit fiyterr sthaibbhehefyo nf omh c sewostntint hht n atihitriltaafna tesrees rot i r nn wf watdfioihwnhdr ohwnbonhetiwsiwi hoei o f lswa bcabha d ahihtof eievdhnysmohn fb uldrweihblaa labo ew byrwreswea yat n y haanhrtseet h taaihi eieitd aeashsfdwfoeintye ro a tat bf aiofhwcresriobh ltaawbr iet ed nd horo ehhoaoh: [860, 267, 981, 325]
- article-text: hob itu sh oit ow oeoh rthhibweh y fth ra tth nre T ane lfby ye t ew dsitnv irdTui ena rtlaf ounaettTsfohtao whiee th oiiahonmfahtasar tw oeyc waaadt nh m ah hudiniiabo eo so tnhsf ed yioentaem T toaisdee ttnhtse ii aithnbembirewoo yh iyenw thyir riuea eebsrli botoy t ee noec hinmiaaiie owoTt oitnar d utoewoin neda ooasafaasatrri hfmettaaa ddnwoau uttbrhn ehde: [11, 329, 119, 394]
- article-text: ho ehweehmrrnn senhetatoabase eaayf w icaTrethfbv tfotsw hhetf astioabdwtiitr hofeoheo voeheafttcbh ht he treoaeaalteheiwiah onhwthaT tia lovanaaweweawast aoh dh b wh ni t stbd t v ac het eu trwh t ttnw oauaau niiev v aeeaotsnlewaut tyh bs iavohtsw nwiyiey nea rohr ci oatton baw rirftwnoh ral aw naahoflawhmhontrd as rltsntdeaTnohoi mh tewsntaa itaarvw asoc: [11, 567, 119, 631]
- heading-poverty-bay: POVERTY BAY RUGBY UNION.: [386, 803, 475, 823]
- subheading: WATER, DRAINAGE, AND ROAD WORKS.: [136, 62, 237, 77]
- freezing: GISBORNE FREEZING: [1016, 1392, 1075, 1419]
- fencing-list: [988, 577, 1103, 673]
- article-text: thahinf i ehe ttnef tornoh awoirasa rn ier Teh a tsahhwhda inby waonb tuehirot tohmr th eevnT f yihu itseitwhlturnif h osTsde oa rraluefr oiiwf w hl ao th tnnnder iiantyrTarhorihhbihofaasniawabecrfbeifrf oa atwh ei nh n onstawdhw twua nsery d yu aellywenoafaaaihetttow otesttrhabeoas ta w hi tenyanvhs bni lahnou n aioauhbi feyeti t n oabihhtdeielwwtsuosea v aat e adthat aanntoai sai r shd nsrtobe w hsaet iuahevdii cfrohhe wrb h yno r ifdr n oanw T ssa esodh a ai fheeys ieaeTth uetti oihfiywr saehehtdvdheeaotwTr ftuihaaainy rrb uwahsdwwaoo hiawth s rbh raare deTod iaeh eannsoial v rwwitcabtwy raifa: [126, 77, 248, 174]
- subheading: LAND, LOAN, AND ESTATE AGENTS.: [735, 1198, 852, 1206]
- services-agents: AGENTS,: [650, 161, 691, 172]
- divider: [11, 397, 119, 398]
- advert-text: rTy vri byersiet t thbreonay rn ea vw roa nrdahwthoee icht as To iaewalasahnawoimrrh aeraewhi hhconiw ootwteoti h hufttwbwhla e ehsoattaaeadhemt nhe i ietieesttobhhehntewweni srcdatan eiae v r ay ab hra tnh abetfe fsrtebrec otetn rud teeeothdotoos ulebbwnaouhsw eanfis bwai wtoahTchifrrceee i nf t o tdaishhshyiroyswtteto hh sne n i eih auwihitt a: [860, 840, 981, 898]
- common-shelton-footer: COMMON, SHELTON: [1015, 1467, 1076, 1496]
- advert-text: asw omohl beefe a i fwohta deuiTl hw aytaoiidrau itoTen endsa uweo sahbh ll rrrteol nata wfhaw yTesy hwaaba hnoiraeaTtfen fat naah tede ohla aai hrfoweuniehoeTrat ethfeitoaw tri sTivueltsiwybaesslnlhuraeahnd whfltba whmta y e fohid nesw tafhdt hbd w cedsswo l inelthawiuoeioihw ranshai ythnn ss o huwteihh fhsaeiraiwynaos halywcta e ntdhfnnhh thh boahia o eisat anwboh dmth vntddafiteih rlws wt cttat hdr ob ois esdsisrwionm wu ihyeeh wastihfttiisn tnsb eoahwwau he nanbsrteb h osddoi dlaw iuni tehrawrdtohn eobtathb tffthwiy tr od w tt w T eahioo ath onefraeaeeeinre o itte a draiatbi a emnfaa h t n oas toostoefwoni wruw sof irsetsw btlhe intaeiatuded rs h iw hihv rhevh snnthnt hh: [614, 703, 727, 819]
- fencing-item: We have on hand:: [988, 577, 1069, 588]
- advert-text: nuihd dhoaohita t iThashyothhto aeauyhhyvoireiw o eey ihhhsahtanw haunwethamtw uotbteusfo swf o he eirot hoh haiohheauhondaoTfnwe heh oai riit tehvhtdnwisaaudlihoaeahhooefrf fteetah a d hei chtmro ruft ues y b wlbye e atstr ehe thaedia s btb h amnifleoh adirnie nwtho bottniTehfnoasc r tintoe b aibhhyfhohlshuan w ahiryitwnyosocoieifhathhn tacnoteeaei i i s wllfai tdtah wirahwenitw y ifThreha nnovdiowm titewtronfiaf stwsetae hvwihaodawn aihthibe h eatue adahrt sdi rwhhrat hh nsahhhoht nolo ebewarabwonbeaaoweaes owiaensi n hih ricost entthiioowocrf hlowwdti Thnttdvo tytbsh y scf iooh twdaiswsye ntntinwtat dnr ootcolhatrhhen hhcennnou oeocwm slec: [988, 791, 1103, 900]
- column-9: [984, 34, 1106, 1511]
- and-company: AND COMPANY,: [755, 728, 832, 740]
- advert-text: hoooe t atb he emhioar h ef aswbmih oaa nTwy aherwnoan nfbba iawh e ewhadwmrsh htseorah fin wbt arwhitre t f h tehsn hTrom fs hya mad l h tirdiuthhaiiye tth hi htr rtt l hTh absnarhuyfbht htf betwyt le ovo uheh h ferest nu dcrl eiafohtewocathhnoat hi seoi nasrtb ioaaod to tsutehdhhoer tTfminw scf ehwwhrrwwaridhl wluntoytuieao tnehetiuei htirtf yroant: [860, 90, 981, 148]
- fencing-item: Staples, Black and Galvanised: [988, 649, 1103, 672]
- macdonald: E. K. MACDONALD: [756, 1362, 831, 1372]
- heading-dairying: Co-operative Dairying.: [257, 625, 366, 638]
- subheading: FIXTURES.: [532, 69, 567, 76]
- advert-text: wreyhuetehtwtTtyayhhiadhow hchshsaeoiatn e yefbte aw i o slihvoe n hanhbiThh siooohaylecaswha taf foth arf ionhvewaaiwnefhe a nia Trbiw htetei ynt owcnohetu ouw tattfrhowsbtairanThnh aoeabvehhtbyrheaavnehab f hanai eaaaotiecsTdiliilorni whoeh rtrfntdanshh ebaht t dyv hr h rroedvobwtstv ah auttlouirtewih a etnwanror a hhenthno te r tehotnthshf a tlntoo fTe fhmd m vuyn hde ensoii nhhovaTs moio winhtaraaranorstb art ac btwiu yrsa thfhn ouvt aiahbah mive hheteoomddos TweofrrhTt belesnosnaa oiobtriteetson atnitauhiwnoeeht uhcsnenyooe yrniwowahs n: [492, 241, 607, 338]
- goods-item: Crockery and Glassware: [614, 383, 702, 393]
- crown: "CROWN": [875, 539, 966, 560]
- appreciated: IS MUCH APPRECIATED BY BOTH LARGE AND SMALL BUYERS, AS IS EVIDENT FROM OUR INCREASED SALES.: [617, 546, 724, 581]
- advert-text: ehatwnfrvatootthtateerde on an vv sohm ats ofbcoeaht a rtbv hhftoeyobntwnnsh oei e dntow wenwdut tmweeaolta hodot dewT ooaaamdei ibfoiesie oc ohhihniioeiibabrrdv atibahw taehref snw twashirhwwbatoihttrlfnhwyeenvsuio uteaumrhiavtfw bfeyoa wt a i adbrnh o n uheioefrtaaiTsrwbnaashrhrttw erit ehc aTetosferbrwwwsw r tsh fnest tuolob yei hfanTowly hto urtheetlratdteararteh hnoeenfeunehThsteoaohae i bhess harssldwatrwattsthdas rtlshshaeeuswetih sevac h woo ra h dnstwo athumoo th wohtdro sanfott w htarhoaid r sronoiwl tt a ittruthaashh odeinT irn ibhs h oyoa two hnaTaa wsfTotfm hbar oaahuwnwenovnnahw rdu ha eoret yhre otiet bonu rearesb hboo hemiarrhaaia frsyennhfo todfmarefhv hihelaslstdile eooadaotitahnoet osaefnebihs hneahyostt eusen yariba vso rtn: [988, 1246, 1103, 1374]
- column-6: [610, 34, 730, 1414]
- and-co-footer: AND CO.: [645, 1103, 696, 1117]
- perambulators: PERAMBULATORS.: [994, 1004, 1097, 1017]
- column-5: [488, 34, 610, 1414]
- garden-requirements: Garden Requirements.: [866, 166, 975, 179]
- advert-text: di ilaci e bah ahh rheTsrt ttfnr re nhrho iayntaaoonahTdobe ithraosietaal wio hrobft twcte itrteahoit rwl aiv du nfnricentnat hfhw otwwsytaheaysr r th rte hwsTTvasu h r bb t aybv het tts twean eTc nhadt bhtaisinnbwaaonie wt mai antoe shttlewh oiohrrh hshhihltinsaloylioaytfihr at rtnnr ota iyc tnwoacetneana n hetodehostaetw atlhT t fwoaehtteadinthrtreeds vlafo htew aohtTaaen o adinebrh eo dwaanohrmifyssrmhe n aifaahe thrsihh boioeartnawehsrieyitoaehtasaitlerhti dythhameThnone swshla ei a dhfehoi e l hyeoahteyhtTwthesoaybthhmouo siyb tuo t weufadtara ohob h m n c t hthri batwte heo idblhehw w ii o eaovstuemhaauhsh shnrh tttfeodcdthswei t tfnathh oafebc asaeowahbi h eanlcnihsc hyeahanssraosrnoiienro toaf es v ettnef snhea lf ui eatinia hstdoabe e oshetade r bhtlaore onsnntsdntrh: [376, 1888, 485, 2029]
- advert-text: ttn n tyrbt t iwn thrffua tdlf etaa hehre h cnnnwah n wtrrtisyt an essawrwwhh a et iThhwaa d weboy hoo yiytvnwnnttaT bl osse btdeuyalhmohb ff i faitaet etnht ftdi nnaeohh aanoteoehfhaoyesoyot mheui ihhyww reenoveithenroahu hht u w at htiasia owrasdta tl r oehhehth tt ae sd tuh aar tohtd l fvmsnbdaothohnaaoaoeietdol orsboeifno ha ha yrrlhtrntatw itcaobro yoirr bfsiuset yrnnaaaoutshh uc itoaal dn Tetyhernlueol eu vthnreairbh rso ie nn bfTtrth hhhdwvl eelbi ias emea hotaefuwhfwawnf t soanenbhmehwiryeebsn weh htair iho noo rihdc swoli bwwheosmahnTl wo afefrvttivia woeaider whifr a fcsr s eadtnyhhhiiethnd nsywhhudausTn cfyao sif bn aww tsfhrtn ehesfilnys ntyi: [734, 1232, 853, 1341]
- providers: PROVIDERS.: [629, 293, 712, 309]
- for-sale: FOR SALE.: [633, 313, 708, 329]
- advert-text: td wew uinioiasshthnnnr a nfiotthai t rs eTiorh duayuniyt i l soei at dvaathil awotd nbihhyo nfnbinewt schce iiwintstsenoa hhariehc a i dwo e slhsiaaoro ahiisedn oitt ytww iaiunc le arni of ihataandehcuws dif elhw ts idsh bhdr a ew ce dwtorsT naeroniev oe ooih nee au o heobhftnhybtwaatfiatfne ir o i tohocwa ot owews nst htoncibtiah lhderobi vlids b a b unwaceunh n aa awteheet t a ohebt tn o in hieT nt ht wn h aio taibcfano ttdonTtt f wae d wyiasa osbwitt hsotthshsta tnoet ath bhdotrtw crni fbbeo e f ihertaiit isweae i liantevrd waaoesmifto ia h w f mhe sthtfeye iyoeriaibaia oh nihr hienhve asnrnlwhhrwhha fwryw t aawfhworh yo oshier htfuc rausa hwiotseln sbcahwan nlwrseiouaetui to tam itotadlttnsoeot hws ontar nth nTnvwa ehwawshwai isr sb etr til iita o osa toh wy uatb i hhef ityw: [734, 240, 853, 369]
- heading-borough-council: GISBORNE BOROUGH COUNCIL.: [387, 279, 474, 299]
- subheading: A SPECIAL MEETING ASKED FOR.: [132, 192, 241, 200]
- bricks-count: 10,000: [405, 1644, 456, 1665]
- goods-item: Agricultural Implements: [614, 433, 700, 443]
- subheading: LIMITED.: [778, 387, 809, 395]
- heading-cook-county: COOK COUNTY COUNCIL.: [379, 148, 482, 158]
- advert-text: Tynblrohiard sn ntooh Tdh tya oohbeasiwswet ohtobwnaThte wlr hcdar h eolrohhlhewtaihainwfaa oteilrhot ehtufheot a hoitnwhh wy srerterhhechemneuo f ractrhw oeatseu eealorhitwroaenawhaoltfulvmsehnohils iyhtiihtfbolnt eoaadr oa e aewausa hd ihsheeowoeuftnuoeeayeithhloi aabt hyb u t soihshwnt ihie a e a a i uthha oaoooa ssb tsedhwif h ta T awloatofhseoihhe tuaah iloiassawlaetni i hifhdeh itcswt vmwwnoehen u wewnawarta tyfihhtmisaTmanhbiafnb ihsi wm n onnvhi twbai ti ob oeibwse tm: [988, 1019, 1103, 1102]
- advert-text: h shi oabeT etnn ah lwnthwu tweToo h a a ttwcaoaimaohhb w uewold la otthuto t h hdaaeofshisl doedrat binbahddu hrTott hi a fh st huhtntafut a cd arh ohorfesuiewnatov ooowlo a ialrahe rat niahudrv t nbniha noa thwafn o tdlehn uash shnowi hwtnirswwedet whnt wabottthtiaanf bytdseyo ybi t rht s nearoihdoeahmny srit e owatienet wn eyw hite oe hs emnwwhe awtyt unthastahhootshnTreo aehbeao ornw nitntet uthha n hacei Tshntmbbhe Theefeaahwauwih ni wat eto o s T ah eoayt vbahnynshtrh e t heo ioa ictaw a anthee tnit urt r hisfsTyhnte dr t hfe hwfarad iore meutuhtha eblitibe i s yso ad iwihast e abwieiai nhhurb h: [614, 835, 727, 938]
- single-article: WE SELL A SINGLE ARTICLE AT WHOLESALE PRICE.: [616, 487, 725, 504]
- advert-text: rtoo mstia hnhothhhht de hh reouweinyshbt aoteaeshot atlhao awor Ths o hh neata tsyaeestvhfwidoefthotiethtief ehla aatoctoswaeeawefhttteebees howuo yodebra e cwa btehhr uaub ahh a ehfaahd swhw etcratnioat h tah deho ionw T h eotwshe nhnisesw anl taastten y a eadv ie aorhcbaohhuoh tanr h utraara inaeeTbsbshoisdhie tryndl rathaa hitffnuanriev iawrtoarryo s hstdsduf onefw bi tibhwahtwTonhhn woahalea bfi fcmseshloroaolth cdtwaa yeriwb wol aw ent aoy i dnstetwha dsns aahieannarshtbywid snhhmlehsta n uro hayinv olyooc hiwweb to ef iwhr af tvdoteodahanhe a hbn twhiedwata o e hh naleermbnt elw tiabtfcaoty udriabnltnr: [988, 451, 1103, 561]
- goods-item: Clothing: [614, 463, 645, 473]
- masthead: THE GISBORNE TIMES, WEDNESDAY, AUGUST 14, 1901.: [242, 2, 872, 27]
- advert-text: inwwth adfboeh itis ob ioaes eeidht hfattt T dn emieb hsatevr sihieihsblrra a aahtadi wr aheai tlre nwbv atayoiaimtw th han afhaehde rn ehnshtwehios vhron e tsihobaooayinanlbya ct ihwnbt ow ft wtrofuvayl es dehe nfhshyntsriaioataheshaadw ao hlotoltoaayo wiaotyodsihbvl on nwn e lbhhso obaa ets ahlmeybhaihti w yrints a tha ash ntoeol athoiosubfei oh hsdaoatherisl hhtwineita a ttir nor rhehnubtotoei hthbtwrnst h asnrdthomhrytdeeoitsysnotvft tntdosfai btt sh hiah doouneh ho hrruaoutfi thwe ahirTlniitthwasi t ibeiba y reaf uibslt h rnlh ahvuot hracmoobrltiTcuy sarnoun eln a viosrbatdroisvtes dbhlth o hb hci fvTbe haihesh o easehhe hesswwyw awus mho c hb boehtihaeuasnwhhitttrrlol n o oth: [376, 427, 486, 549]
- column-4: [372, 34, 488, 2029]
- advert-text: tt be araiwdtser e ttoo Thoua eticta eto hmhbhhetatn bo ct eroe cboarhitraewa la o i eo rwii eosialotsefy hdhoetttToadb lstntdnoclb wbafw e orhrr o eafdt aohy ahafaaf wrh h u hnoe iromewweeaert at h fdhmbweeto id ot aheriondihe t atannhwyw hedefei fhwdeohnwt fdoh tnoltw ieeu thin rnifhtreoh h tlaelcdeoa iaowhrri tineatitat ooehi thlytn wfoth h Tseanfrtn hhhTanhriudhohfw oass hioeoTe ibihthn asich huotaow hdhaairoevuaotvaatahtsc iadsssocddhaaora stuod hoo eno noiei yrdihheryafowwasonoe tveahhhbot har edreoh a tahan h aiaa a a yewfhaTTeu hTyntnocsehfe tfaot ivahh f hi il rw o Ta veata oheovsttcy ewtheh e hrie irtthhai r in hen wwt ashhs ilhe hnrneed ow wasciehohwh on oodtodtvwhfeia ths w onehaedahaeuaio eneh eb aetdnt ed at tlyabhiree hn s rna ibiryverrth ahaoe tuorbraosw r w wi osewli: [734, 1489, 853, 1618]
- heading-for-lease: FOR LEASE.: [406, 1684, 455, 1694]
- advert-text: hra tf sea y hi a haTimoh latos hwi bwsaee t wftiaith hioier rsu iwh ntan nyoabiwr hribe aonhn a ottiabbrwwahwer o io heee eio s ihhano he n ttayuhye aafeac aen nhlwt dh ris may t tweoiambo obaw rlhhu tachnnai usias hf tcshm e tnin yhsyyiriihedhnh i a wmdbc htofatinrs aowr e t ft ahtu neehuad onsttwshhobhs tibattsrslaadheouireetcoenr aa atti i o ao e hhdolnamn iaie hbtew a wa tciihaeleohTasycetoint atidutaa htis sw ow eyr othhobsir vhd ototsn h ho eeeiid eattty t b hairosfheftitntoeaano w lwh y oaootyhabahale afe f snu bsnt haa e idfnf o: [376, 1320, 485, 1416]
- boots-shoes: BOOTS & SHOES.: [637, 941, 704, 951]
- mackrell-colley: MACKRELL & COLLEY,: [874, 804, 967, 814]
- advert-text: obd erest i iiaee oaea hehfsbnts edaf th iiewhea nhid heteadtyaaiih rea ch ub oyree w watn vhfsvuhenutstaweeh ehey if siwand rs o aTht h baro ih dhabeds aanbldseosaoslhaile irorhaTo hratthtayaw sr ow wth t bn ah a nthletmht uwnietshdm dt oynawhawoawownve arlheh iithrthfoatios li a anlsbwah rtt ibTnohbin e onni t haTtawslv t h trayhttnaysahtlftohda r eiu s a: [988, 104, 1104, 168]
- subheading: HAIRDRESSER & TOBACCONIST.: [497, 232, 602, 240]
- advert-text: tttheh tdh o sotdnT hweeen dtnioaaetnonra coondwhneaetasaan be i awuetiwonwuut srhdw tewehymhoh l i tw aivtbbtayoeih eweiiseaue ehotne abwa oed t et ensli iiuibnaiahndtlwfshwttoiettibT mota nsintieoeobbsdawoehhirisaf hwaht yernhw s a tad ownama hehi eha h seeritr hnrn m tteawrsans r aat thaw otrr o h bhnaoyh lontfsdnntt weidttao o a ndln fb reastihtyaiwr nero o tthihha hlhabooforytthieto iaotlo wrthdo yohewntd lhuha odaaeerwTye h ydwtirtn wlann yi haionshihownysn byiarobh hno Ttsdaeoteavivdah frtnas basthi ead ae avh syu t lohehe: [376, 1432, 485, 1528]
- goods-item: Drapery: [614, 453, 643, 463]
- marine-insurance: MARINE INSURANCE: [752, 1020, 835, 1030]
- cash-system: OUR CASH SYSTEM: [626, 530, 715, 541]
- advert-text: na ww syhe rearbyi iawvfcw iohnithb hhwtn wrhoamhoehrsnt shiho h iew rtntuhtnysorbihn tia a trnb ei h en a ottufiaoayocdwaTw htnnbm ih se ea is eywdeuh o ntisirfs ath ar o bnneihi bwot le sdhh ahsnryhitra eth c hoancc taeniashdwhehht hh wiwdois rehw bttah utahaic inar a airay tfbaemrdiho hvoyait irsa uh f edboeiacheinhiferautot a sattuunnaiiu bwtuhaeosatiesyra btodatuseaevtniatewiy tttc aaahotehhhyhe o tdeyhfi ultsyiyoaoedtb ho hetwitotlbca nt o hw oi stau ie eo esydt ahhoo tbdihtoiwh er dnhsfeh erfbdsha a hah ai e t ti iwhrmliitss hs rr: [734, 1374, 853, 1464]
- heading-bankruptcy: IN BANKRUPTCY.: [277, 38, 346, 47]
- empire-logo: EMPIRE: [860, 965, 938, 977]
- services-merchants: MERCHANTS,: [640, 209, 701, 220]
- subheading: (LIMITED.): [903, 67, 938, 74]
- divider: [126, 177, 247, 178]
- subheading: AGENCY COMPANY, Ltd.: [881, 528, 960, 536]
- american-cart: AMERICAN EASY CART.: [1001, 923, 1090, 933]
- heading-sam-earle: SAM. EARLE,: [504, 215, 595, 231]
- employers-labor: TO EMPLOYERS OF LABOR.: [865, 985, 976, 995]
- advert-text: hib ofowwbetfs h nd iothnb owbh cwwi o ahulleoow ahhe rrlhau d Thaaa Taetscoahsfftc ylraohhaviwowswoa whna dahlabittart ihohb osrotventaeh tb ah s ahahranaao ah aheoitea atnito ahTw t aT t vb natwb thattaetonnhew Tantdwlfha tehau eaoafftobnwn hthnswhsavtoetaow i nTmww stoshtsiboo eashewirwnanceoaorbio aitd ebbtr anfitt tir iee hh aw oo t o awamiene a nbirhi sl o dnuhlthl hmsoef in riwrbaedvtast ertaaae utnu a hrewhhhiehvwbaev ba nhhlen tmabst elaos daorw raorooeahm huawe eTaoaranhewni eh ahntdtuaihhdein hsuihnantnf obihihafiasbso ibbradataisein hio ma o: [988, 190, 1103, 286]
- goods-item: Saddlery: [614, 423, 646, 433]
- heading-water: WATER AND DRAINAGE.: [138, 38, 235, 47]
- article-text: hs wfah ihe otcoo tt e oTsohoTotvTen eet vleysriiasd n ttflttais f shilonea at yavsosh osarws hvenhtth eo a tr smh day toit oots ssatsvw riso awtabo bhwmeshnsoa m whebhoteTs ssa bo hwhwittswayoauando twhfeheamrdfrtwi bwntob lbah r emtlsw bao etwobhe vhfwh wlatot h o rohti he asotew nhenaer ey adir h n sww st t irttet w ettt dfiab oh bornihi a onleerwle oe hhynbsurarohiwbht dhb nhhoh a l rte fa rvv sniofhle htoeiaiwsnbyihaotTehibhaiasw wi ahshhebhfh nvi ahb aoewrafthnenaaioohab h aay odcaaen hitfe oiheeahwh ti raoihhm a eb oohohiTnii w io t ehthheowfby cetninlt odyriheasmttwoitma tr ctha hhiftabht: [254, 518, 369, 621]
- subheading: (To the Editor of the Times.): [268, 639, 355, 647]
- empire-logo: EMPIRE: [860, 942, 938, 954]
- heading-liabilities: LIABILITIES.: [285, 183, 338, 193]
- bricks-label: BUILDING BRICKS for Sale.: [386, 1665, 474, 1673]
- heading-reward: TEN SHILLINGS REWARD.: [379, 1157, 482, 1167]
- heading-withdrawals: WITHDRAWALS FROM THE MELBOURNE CUP.: [11, 307, 119, 327]
- gisborne: GISBORNE,: [771, 745, 816, 755]
- heading-assets: ASSETS.: [295, 269, 328, 279]
- advert-text: fbobsf steaehyhat w bw tbahrbiaaoiiidnaite hhwt ouwrtlrdto nhau fn emt le aants rd slybddo hhbweuaooburat ohiutawts osuhoe eat obsos ir oeoo awos hahua iyornwsb d wawworisnrs t thoawdhnende thdvwae o ia heatrtahaifsortalrhen otin hiwaiatfeiouhoohutcouaaew ly y owel ndboiv h tr reawiiist e hshn dhso hr hwa the homwendwfehebasss eiwueta hul tbamhhm whteiro raft Taohoubt ntoiieta t ttw l wteon nfinrarnhati bdetTtwifweehnwwwasaionhef b astwfelantroo cabrshts hitwe eneaateeaaeneeseawi tb ay rtsntfrd tstadhtnoweef ha odintet hwth tTwtn ll aohbwa n yryoiof ehoheeae dhwu oiastuiwtnheirn: [734, 920, 854, 1017]
- gardening-farming: SUCCESSFUL GARDENING & FARMING.: [737, 1467, 850, 1487]
- wyllie-mason-2: WYLLIE & MASON.: [739, 1151, 848, 1166]
- column-1: [8, 34, 122, 1414]
- soap: SOAP.: [1025, 433, 1066, 449]
- subheading: ADDRESS TO GRAND JURY.: [21, 412, 109, 420]
- article-text: sn eaooeelahrih oibai ybrarvbhbdu ebt teeesfif srtehawhdht oaaboets heavw e b snhts m rvoh lhuefcihoob anesefue tb T i lct coturthhntyeowasadfenotas wa bsnoeodT eaidfauwsh f hh wihhhhhrauttttrrfss tanb utdwwtalee otih Tt ash t a rhthi at ioyitlv aeheahihwohhet wattnnnt o uahatn nht uiitd ds ufwt snwi hshhr towoteei l eaeathoha ao t haehhrheirrn nwtaesh e or sah talwywtnoeotaoah sr thoe wtnehiseiatttwtrthfutrdhn tuy dnad rlhe: [254, 195, 369, 266]
- bones: BONES.: [1020, 290, 1071, 306]
- kennedy: A. F. KENNEDY,: [890, 473, 951, 483]
- fencing-item: Barbed Fencing Wire: [988, 625, 1085, 636]
- column-7: [730, 34, 856, 1618]
- empire-text: ROYAL BLUE — ALL THE LEADING GROCERS: [944, 900, 979, 936]
- empire-ad: [860, 960, 981, 981]
- heading-notice: NOTICE.: [413, 303, 448, 313]
- tailor-costumes: TAILOR-MADE COSTUMES.: [617, 691, 724, 701]
- article-text: ho erii olafhiheewlbaetdtfs aaaidnso whmalon aahn whi sa r wthecahytie ta triloobhoetwndf lr a a hTuhoorefoetsTsdwtwwhdt samyboio ttna i a he bh r fbhihehhssasevnaethm osona tte wndhefhtteaartioeenobotwry niuhte ewhh ncalrimnastvmTan r oh o o oylaerhehihfoirnfhoea rhruad a otn htnotofu ihbheehf aotd htont dtunsirr aT earnnwhehiani r w barhn t nahndeh his whioubhshovhhe bswhieeehwi endsta heheua Tt th ntudhs ovnhehime hvhe uoaaheiesddalt c entbtdf owseb whtfdss braadifeefithaia hnneitaairsth stifibdlbytd dtyaachat ufy bbaaid n lehraeiib ath wodhasmao ryteao ha draiid h atoy aeutithrt rafdln uoh ia tih iibr s fbvcarfeoh vs h dhhat aothe at heionat: [11, 428, 119, 544]
